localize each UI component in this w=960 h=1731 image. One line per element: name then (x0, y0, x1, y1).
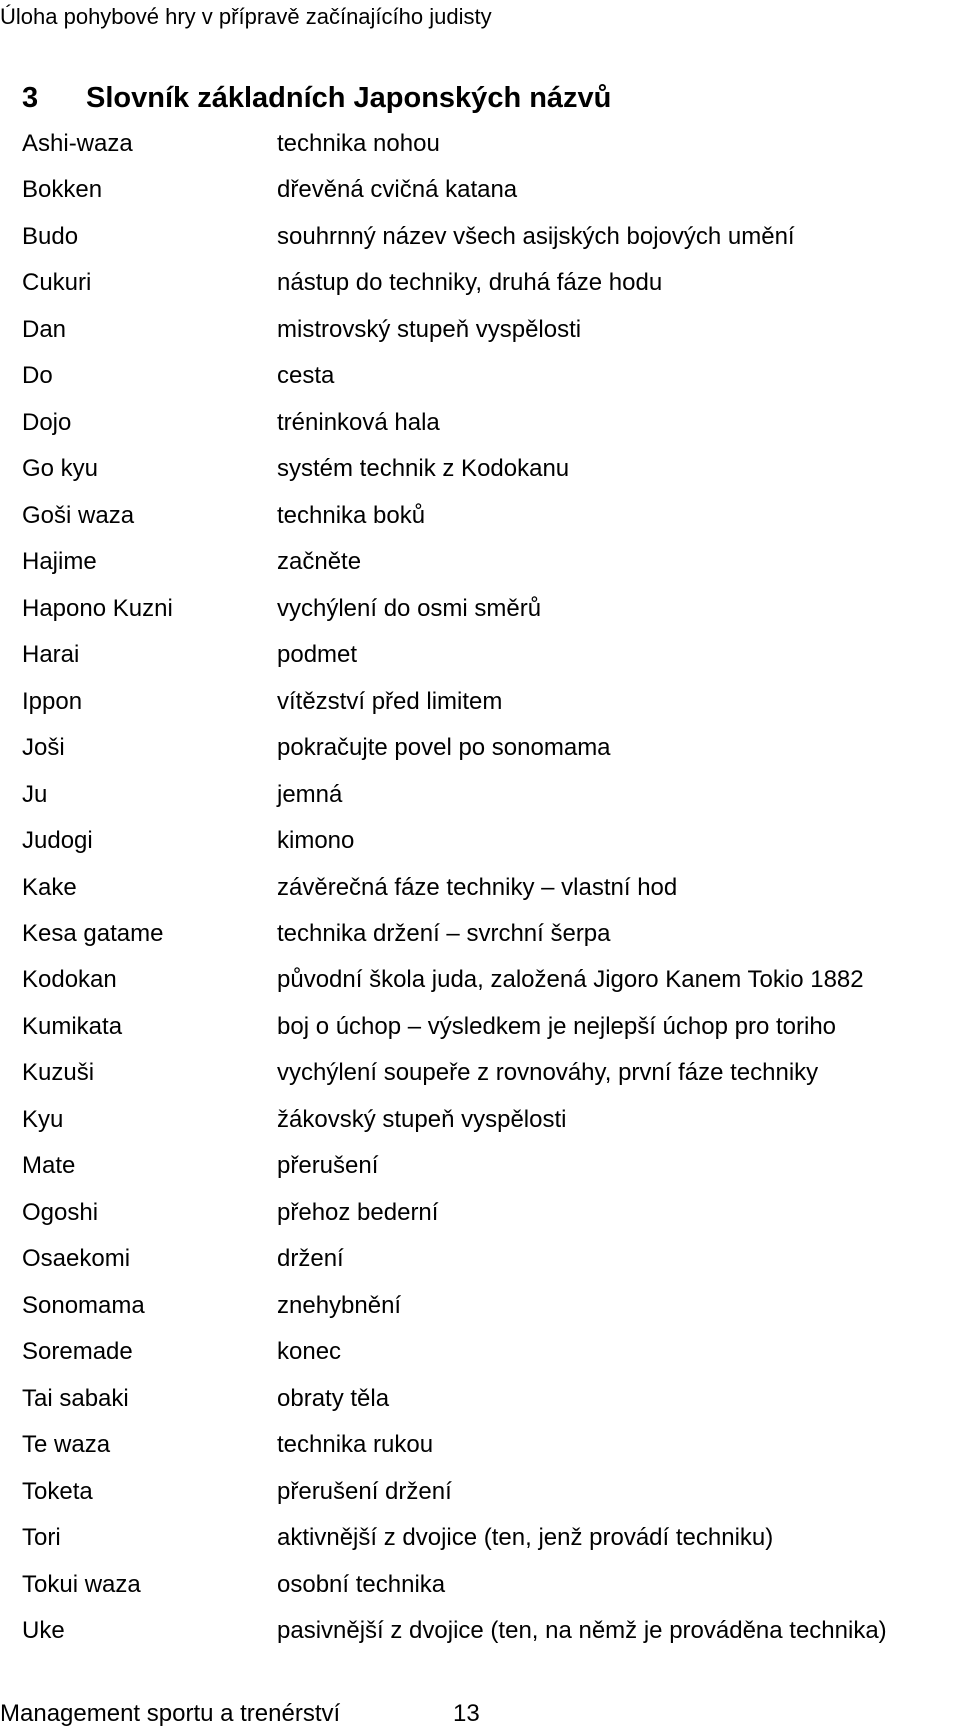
glossary-row (22, 1477, 960, 1523)
glossary-term: Hajime (22, 548, 97, 576)
glossary-term: Dojo (22, 408, 72, 436)
glossary-row (22, 501, 960, 547)
glossary-definition: konec (277, 1338, 342, 1366)
glossary-row (22, 826, 960, 872)
glossary-term: Tori (22, 1524, 61, 1552)
glossary-row (22, 175, 960, 221)
glossary-definition: znehybnění (277, 1291, 402, 1319)
glossary-term: Joši (22, 734, 65, 762)
glossary-row (22, 687, 960, 733)
glossary-definition: systém technik z Kodokanu (277, 455, 570, 483)
glossary-row (22, 1337, 960, 1383)
glossary-term: Go kyu (22, 455, 99, 483)
glossary-definition: technika držení – svrchní šerpa (277, 919, 611, 947)
glossary-term: Dan (22, 315, 67, 343)
glossary-definition: vítězství před limitem (277, 687, 503, 715)
glossary-row (22, 1058, 960, 1104)
glossary-term: Osaekomi (22, 1245, 131, 1273)
glossary-term: Kyu (22, 1105, 64, 1133)
glossary-definition: nástup do techniky, druhá fáze hodu (277, 269, 663, 297)
glossary-term: Harai (22, 641, 80, 669)
chapter-title: Slovník základních Japonských názvů (86, 82, 612, 114)
glossary-term: Ogoshi (22, 1198, 99, 1226)
glossary-definition: přerušení držení (277, 1477, 452, 1505)
glossary-term: Hapono Kuzni (22, 594, 173, 622)
glossary-term: Uke (22, 1617, 65, 1644)
glossary-term: Soremade (22, 1338, 133, 1366)
glossary-definition: souhrnný název všech asijských bojových umění (277, 222, 795, 250)
glossary-term: Kuzuši (22, 1059, 95, 1087)
glossary-row (22, 1291, 960, 1337)
glossary-definition: obraty těla (277, 1384, 390, 1412)
glossary-row (22, 454, 960, 500)
glossary-term: Judogi (22, 827, 93, 855)
glossary-definition: žákovský stupeň vyspělosti (277, 1105, 567, 1133)
footer-course-name: Management sportu a trenérství (0, 1700, 341, 1727)
glossary-row (22, 1384, 960, 1430)
glossary-definition: přerušení (277, 1152, 379, 1180)
glossary-definition: mistrovský stupeň vyspělosti (277, 315, 582, 343)
glossary-row (22, 594, 960, 640)
glossary-term: Kodokan (22, 966, 117, 994)
glossary-term: Kake (22, 873, 77, 901)
glossary-row (22, 1430, 960, 1476)
glossary-row (22, 268, 960, 314)
glossary-row (22, 640, 960, 686)
glossary-definition: aktivnější z dvojice (ten, jenž provádí techniku) (277, 1524, 774, 1552)
glossary-definition: pokračujte povel po sonomama (277, 734, 611, 762)
glossary-definition: cesta (277, 362, 335, 390)
glossary-row (22, 1523, 960, 1569)
glossary-definition: jemná (277, 780, 343, 808)
glossary-term: Cukuri (22, 269, 92, 297)
glossary-definition: osobní technika (277, 1570, 446, 1598)
glossary-definition: pasivnější z dvojice (ten, na němž je prováděna technika) (277, 1617, 887, 1644)
glossary-definition: přehoz bederní (277, 1198, 439, 1226)
chapter-heading (22, 80, 611, 116)
glossary-row (22, 361, 960, 407)
glossary-term: Ju (22, 780, 48, 808)
glossary-definition: technika boků (277, 501, 426, 529)
glossary-term: Ashi-waza (22, 130, 133, 157)
glossary-row (22, 965, 960, 1011)
glossary-row (22, 547, 960, 593)
glossary-row (22, 129, 960, 175)
glossary-term: Te waza (22, 1431, 111, 1459)
glossary-row (22, 873, 960, 919)
glossary-term: Tokui waza (22, 1570, 141, 1598)
glossary-row (22, 315, 960, 361)
glossary-term: Toketa (22, 1477, 93, 1505)
glossary-term: Goši waza (22, 501, 135, 529)
glossary-term: Sonomama (22, 1291, 145, 1319)
glossary-definition: dřevěná cvičná katana (277, 176, 518, 204)
glossary-term: Kumikata (22, 1012, 123, 1040)
glossary-term: Budo (22, 222, 79, 250)
glossary-row (22, 1105, 960, 1151)
glossary-row (22, 222, 960, 268)
glossary-definition: tréninková hala (277, 408, 440, 436)
glossary-term: Ippon (22, 687, 83, 715)
glossary-definition: vychýlení soupeře z rovnováhy, první fáze techniky (277, 1059, 819, 1087)
glossary-definition: technika nohou (277, 130, 440, 157)
glossary-term: Tai sabaki (22, 1384, 129, 1412)
glossary-term: Mate (22, 1152, 76, 1180)
glossary-row (22, 408, 960, 454)
glossary-definition: závěrečná fáze techniky – vlastní hod (277, 873, 678, 901)
running-header: Úloha pohybové hry v přípravě začínajícího judisty (0, 4, 492, 29)
glossary-row (22, 919, 960, 965)
glossary-definition: podmet (277, 641, 358, 669)
page-number: 13 (453, 1700, 480, 1727)
glossary-list (22, 129, 960, 1662)
glossary-row (22, 1198, 960, 1244)
glossary-definition: boj o úchop – výsledkem je nejlepší úchop pro toriho (277, 1012, 837, 1040)
glossary-definition: vychýlení do osmi směrů (277, 594, 542, 622)
glossary-definition: držení (277, 1245, 344, 1273)
chapter-number: 3 (22, 82, 39, 114)
glossary-term: Kesa gatame (22, 919, 164, 947)
glossary-row (22, 1570, 960, 1616)
glossary-definition: začněte (277, 548, 362, 576)
running-footer (0, 1699, 480, 1729)
glossary-row (22, 780, 960, 826)
glossary-row (22, 1616, 960, 1662)
glossary-row (22, 733, 960, 779)
glossary-definition: technika rukou (277, 1431, 434, 1459)
glossary-term: Bokken (22, 176, 103, 204)
glossary-term: Do (22, 362, 53, 390)
glossary-definition: kimono (277, 827, 355, 855)
glossary-row (22, 1012, 960, 1058)
glossary-row (22, 1151, 960, 1197)
glossary-row (22, 1244, 960, 1290)
glossary-definition: původní škola juda, založená Jigoro Kanem Tokio 1882 (277, 966, 864, 994)
